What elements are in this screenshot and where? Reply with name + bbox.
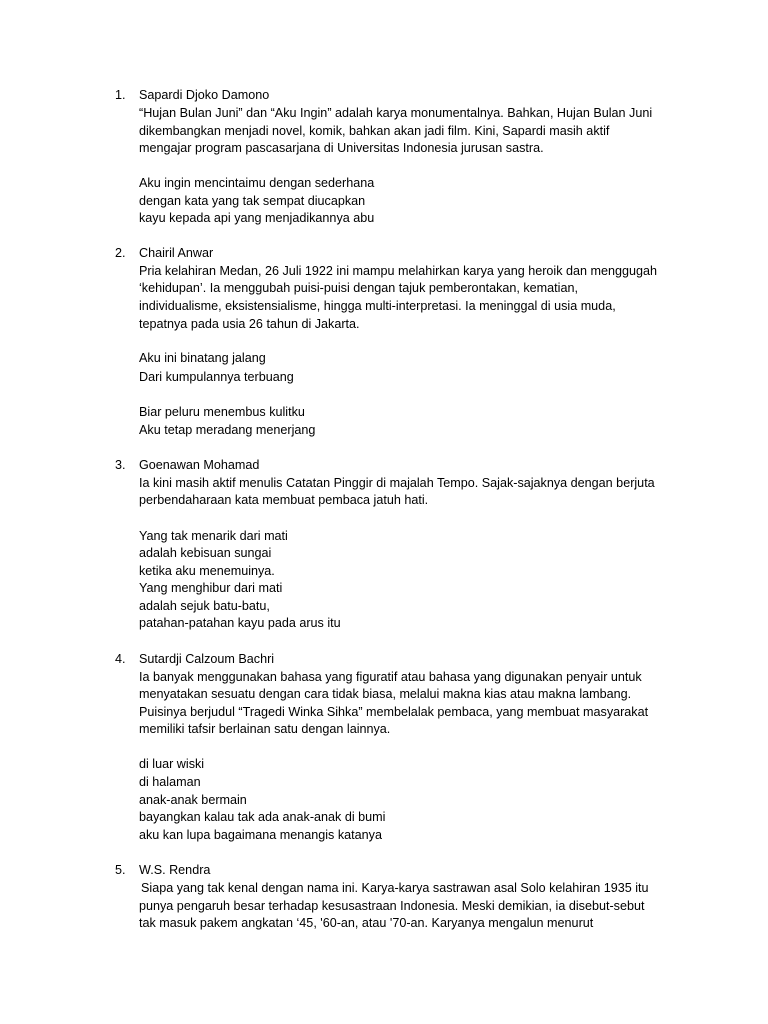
poem-line: Aku ini binatang jalang — [139, 351, 266, 365]
poet-name: Chairil Anwar — [139, 246, 214, 260]
poem-line: di luar wiski — [139, 757, 205, 771]
description-line: tepatnya pada usia 26 tahun di Jakarta. — [139, 317, 360, 331]
entry-number: 4. — [115, 652, 126, 666]
entry-number: 3. — [115, 458, 126, 472]
poem-line: Yang menghibur dari mati — [139, 581, 283, 595]
poem-line: Aku tetap meradang menerjang — [139, 423, 316, 437]
poet-name: Sapardi Djoko Damono — [139, 88, 270, 102]
entry-number: 2. — [115, 246, 126, 260]
entry-number: 5. — [115, 863, 126, 877]
poem-line: bayangkan kalau tak ada anak-anak di bumi — [139, 810, 386, 824]
description-line: punya pengaruh besar terhadap kesusastraan Indonesia. Meski demikian, ia disebut-sebut — [139, 899, 645, 913]
description-line: Ia banyak menggunakan bahasa yang figuratif atau bahasa yang digunakan penyair untuk — [139, 670, 642, 684]
description-line: perbendaharaan kata membuat pembaca jatuh hati. — [139, 493, 429, 507]
poem-line: di halaman — [139, 775, 201, 789]
description-line: menyatakan sesuatu dengan cara tidak biasa, melalui makna kias atau makna lambang. — [139, 687, 632, 701]
description-line: Ia kini masih aktif menulis Catatan Pinggir di majalah Tempo. Sajak-sajaknya dengan berjuta — [139, 476, 655, 490]
poet-name: Goenawan Mohamad — [139, 458, 260, 472]
poet-name: W.S. Rendra — [139, 863, 211, 877]
poem-line: Biar peluru menembus kulitku — [139, 405, 305, 419]
description-line: Pria kelahiran Medan, 26 Juli 1922 ini mampu melahirkan karya yang heroik dan menggugah — [139, 264, 658, 278]
description-line: mengajar program pascasarjana di Universitas Indonesia jurusan sastra. — [139, 141, 544, 155]
poem-line: kayu kepada api yang menjadikannya abu — [139, 211, 375, 225]
poem-line: aku kan lupa bagaimana menangis katanya — [139, 828, 382, 842]
description-line: individualisme, eksistensialisme, hingga multi-interpretasi. Ia meninggal di usia muda, — [139, 299, 616, 313]
description-line: memiliki tafsir berlainan satu dengan lainnya. — [139, 722, 391, 736]
description-line: Siapa yang tak kenal dengan nama ini. Karya-karya sastrawan asal Solo kelahiran 1935 itu — [141, 881, 649, 895]
poem-line: adalah kebisuan sungai — [139, 546, 272, 560]
poem-line: adalah sejuk batu-batu, — [139, 599, 270, 613]
poem-line: Aku ingin mencintaimu dengan sederhana — [139, 176, 375, 190]
description-line: ‘kehidupan’. Ia menggubah puisi-puisi dengan tajuk pemberontakan, kematian, — [139, 281, 578, 295]
description-line: Puisinya berjudul “Tragedi Winka Sihka” membelalak pembaca, yang membuat masyarakat — [139, 705, 649, 719]
poem-line: dengan kata yang tak sempat diucapkan — [139, 194, 366, 208]
description-line: dikembangkan menjadi novel, komik, bahkan akan jadi film. Kini, Sapardi masih aktif — [139, 124, 610, 138]
poem-line: ketika aku menemuinya. — [139, 564, 275, 578]
poem-line: anak-anak bermain — [139, 793, 247, 807]
description-line: “Hujan Bulan Juni” dan “Aku Ingin” adalah karya monumentalnya. Bahkan, Hujan Bulan Juni — [139, 106, 653, 120]
entry-number: 1. — [115, 88, 126, 102]
description-line: tak masuk pakem angkatan ‘45, '60-an, atau '70-an. Karyanya mengalun menurut — [139, 916, 594, 930]
poem-line: Yang tak menarik dari mati — [139, 529, 288, 543]
poem-line: patahan-patahan kayu pada arus itu — [139, 616, 341, 630]
poet-name: Sutardji Calzoum Bachri — [139, 652, 275, 666]
poem-line: Dari kumpulannya terbuang — [139, 370, 294, 384]
